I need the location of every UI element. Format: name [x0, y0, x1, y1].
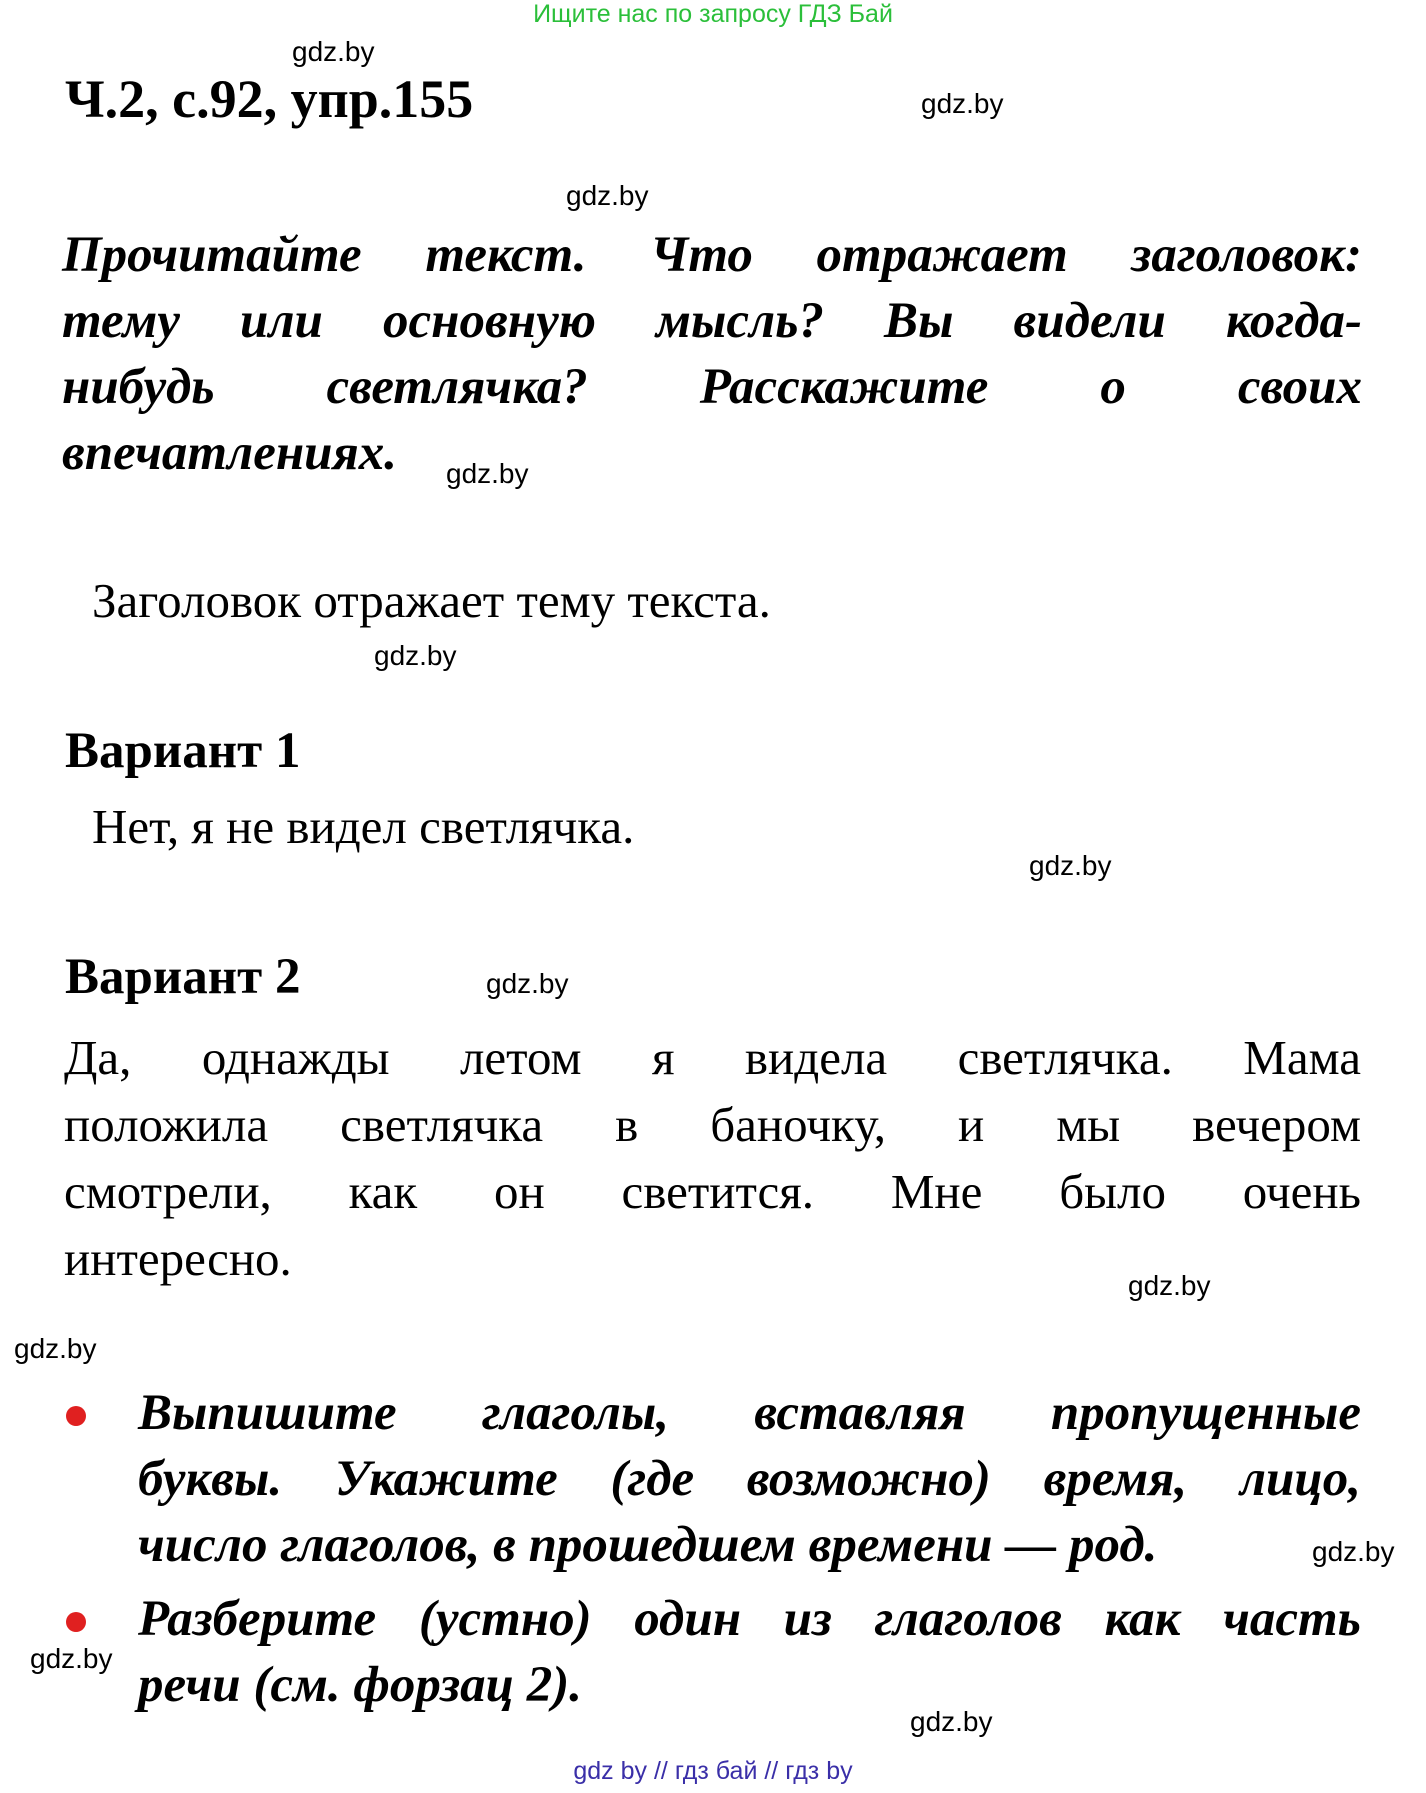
watermark: gdz.by — [14, 1333, 97, 1364]
task-line: впечатлениях. — [62, 425, 398, 481]
bullet-line: Разберите (устно) один из глаголов как часть — [138, 1591, 1361, 1647]
watermark: gdz.by — [921, 88, 1004, 119]
answer-text: Заголовок отражает тему текста. — [92, 573, 771, 628]
top-banner: Ищите нас по запросу ГДЗ Бай — [533, 0, 893, 28]
watermark: gdz.by — [446, 458, 529, 489]
task-line: нибудь светлячка? Расскажите о своих — [62, 359, 1362, 415]
variant-2-line: положила светлячка в баночку, и мы вечером — [64, 1097, 1361, 1152]
watermark: gdz.by — [566, 180, 649, 211]
watermark: gdz.by — [292, 36, 375, 67]
bullet-text-2 — [138, 1586, 1361, 1718]
task-line: тему или основную мысль? Вы видели когда- — [62, 293, 1362, 349]
bullet-line: буквы. Укажите (где возможно) время, лицо, — [138, 1451, 1361, 1507]
watermark: gdz.by — [374, 640, 457, 671]
bullet-line: Выпишите глаголы, вставляя пропущенные — [138, 1385, 1361, 1441]
watermark: gdz.by — [30, 1643, 113, 1674]
variant-2-line: смотрели, как он светится. Мне было очень — [64, 1164, 1361, 1219]
footer-links: gdz by // гдз бай // гдз by — [573, 1757, 853, 1785]
bullet-text-1 — [138, 1380, 1361, 1578]
variant-1-text: Нет, я не видел светлячка. — [92, 799, 635, 854]
watermark: gdz.by — [1312, 1536, 1395, 1567]
watermark: gdz.by — [1128, 1270, 1211, 1301]
task-text — [62, 222, 1362, 486]
variant-2-line: Да, однажды летом я видела светлячка. Мама — [64, 1030, 1361, 1085]
variant-2-heading: Вариант 2 — [65, 949, 301, 1005]
task-line: Прочитайте текст. Что отражает заголовок: — [62, 227, 1362, 283]
page-title: Ч.2, с.92, упр.155 — [65, 69, 474, 129]
variant-1-heading: Вариант 1 — [65, 723, 301, 779]
bullet-icon — [66, 1406, 86, 1426]
variant-2-line: интересно. — [64, 1231, 292, 1286]
bullet-line: речи (см. форзац 2). — [138, 1657, 582, 1713]
watermark: gdz.by — [910, 1706, 993, 1737]
watermark: gdz.by — [1029, 850, 1112, 881]
watermark: gdz.by — [486, 968, 569, 999]
variant-2-text — [64, 1024, 1361, 1292]
bullet-line: число глаголов, в прошедшем времени — род. — [138, 1517, 1158, 1573]
bullet-icon — [66, 1612, 86, 1632]
